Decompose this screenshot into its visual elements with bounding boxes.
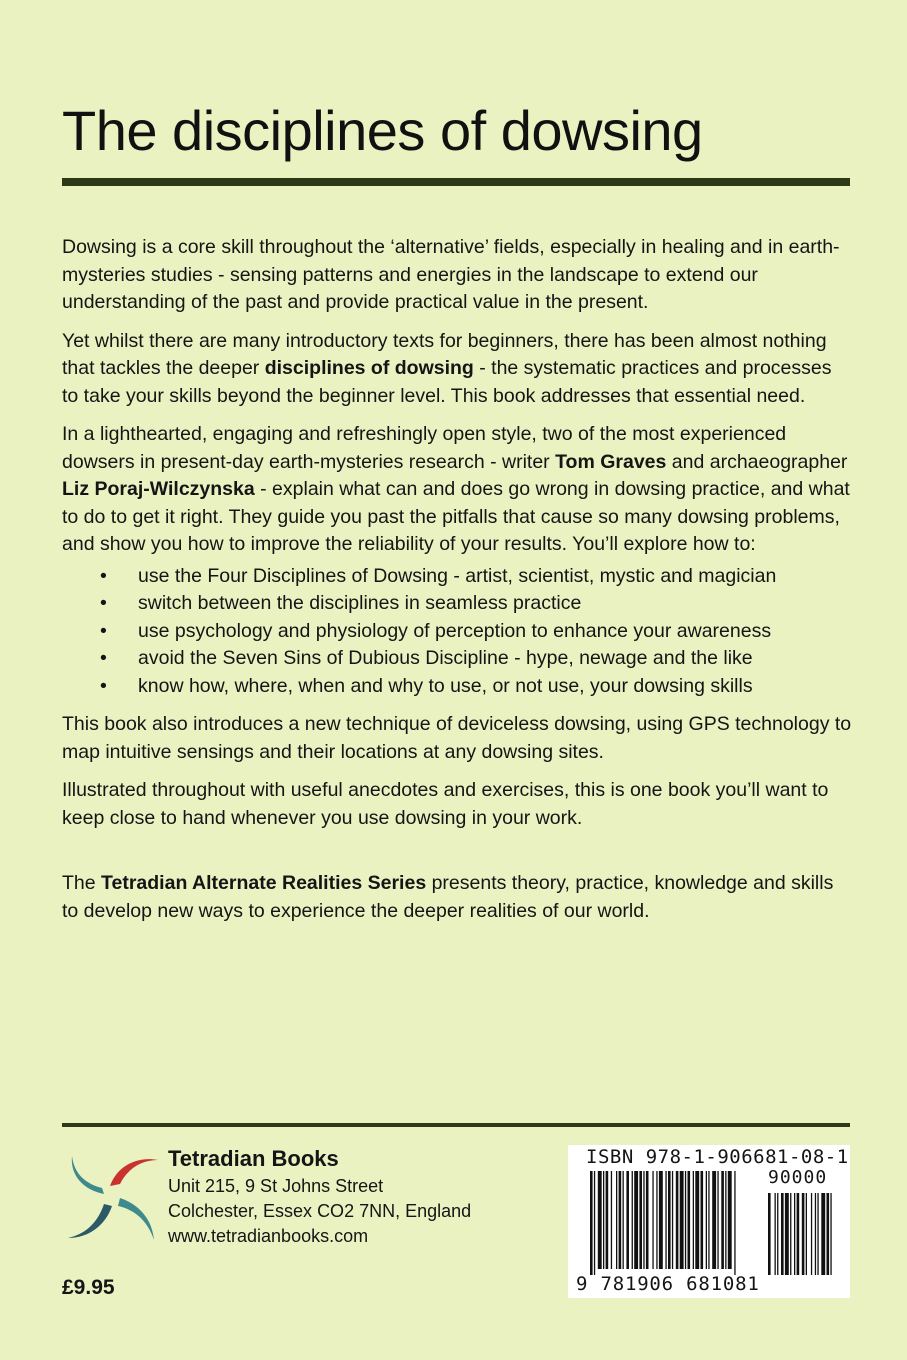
bullet-icon: •: [100, 592, 107, 614]
barcode-addon-bar: [802, 1193, 805, 1275]
paragraph-gps-text: This book also introduces a new technique of deviceless dowsing, using GPS technology to map intuitive sensings and their locations at any dowsing sites.: [62, 713, 852, 763]
barcode-bar: [688, 1171, 691, 1269]
barcode-bar: [685, 1171, 686, 1269]
barcode-bar: [680, 1171, 684, 1269]
paragraph-series: [62, 870, 852, 925]
barcode-addon-digits: 90000: [768, 1167, 828, 1188]
list-item: [62, 645, 852, 673]
barcode-bar: [717, 1171, 718, 1269]
author-name-1: Tom Graves: [555, 450, 667, 473]
author-name-2: Liz Poraj-Wilczynska: [62, 478, 255, 500]
barcode-addon-bar: [811, 1193, 812, 1275]
paragraph-illustrated-text: Illustrated throughout with useful anecdotes and exercises, this is one book you’ll want to keep close to hand whenever you use dowsing in your work.: [62, 779, 829, 829]
barcode-bar: [616, 1171, 617, 1269]
barcode-addon-bar: [815, 1193, 816, 1275]
list-item: [62, 673, 852, 701]
logo-swirl-right: [118, 1198, 154, 1240]
price-label: £9.95: [62, 1276, 115, 1299]
publisher-website[interactable]: www.tetradianbooks.com: [168, 1226, 369, 1246]
barcode-digits: 9 781906 681081: [576, 1273, 760, 1295]
barcode-bar: [712, 1171, 716, 1269]
list-item-text: switch between the disciplines in seamless practice: [138, 592, 582, 614]
blurb: [62, 234, 852, 936]
barcode-bar: [626, 1171, 629, 1269]
paragraph-series-text-a: The: [62, 872, 102, 894]
list-item-text: know how, where, when and why to use, or not use, your dowsing skills: [138, 674, 753, 697]
list-item: [62, 590, 852, 618]
bullet-icon: •: [100, 674, 107, 697]
paragraph-intro: [62, 234, 852, 317]
bullet-icon: •: [100, 647, 107, 669]
barcode-bars: [588, 1171, 838, 1276]
barcode-bar: [665, 1171, 666, 1269]
barcode-bar: [695, 1171, 699, 1269]
barcode-bar: [619, 1171, 622, 1269]
list-item: [62, 618, 852, 646]
barcode-addon-bar: [777, 1193, 778, 1275]
barcode-bar: [598, 1171, 602, 1269]
barcode-addon-bar: [790, 1193, 791, 1275]
barcode-addon-bar: [797, 1193, 800, 1275]
barcode-bar: [728, 1171, 732, 1269]
barcode-bar: [643, 1171, 644, 1269]
series-name: Tetradian Alternate Realities Series: [101, 872, 427, 894]
isbn-barcode: [568, 1145, 850, 1298]
paragraph-series-text-b: presents theory, practice, knowledge and skills to develop new ways to experience the deeper realities of our world.: [62, 872, 834, 922]
barcode-bar: [676, 1171, 679, 1269]
title-divider: [62, 178, 850, 186]
barcode-bar: [706, 1171, 707, 1269]
barcode-addon-bar: [794, 1193, 795, 1275]
barcode-addon-bar: [821, 1193, 825, 1275]
barcode-addon-bar: [827, 1193, 830, 1275]
barcode-bar: [623, 1171, 624, 1269]
footer-divider: [62, 1123, 850, 1127]
list-item-text: use psychology and physiology of perception to enhance your awareness: [138, 619, 772, 642]
barcode-addon-bar: [768, 1193, 771, 1275]
paragraph-need-text-b: - the systematic practices and processes to take your skills beyond the beginner level. This book addresses that essential need.: [62, 357, 832, 407]
barcode-bar: [632, 1171, 633, 1269]
logo-swirl-top: [110, 1159, 158, 1186]
logo-swirl-bottom: [68, 1204, 112, 1238]
barcode-bar: [701, 1171, 704, 1269]
barcode-addon-bar: [817, 1193, 818, 1275]
paragraph-gps: [62, 711, 852, 766]
bullet-icon: •: [100, 564, 107, 587]
bullet-list: [62, 563, 852, 701]
barcode-bar: [672, 1171, 673, 1269]
list-item: [62, 563, 852, 591]
barcode-bar: [606, 1171, 609, 1269]
barcode-bar: [659, 1171, 663, 1269]
list-item-text: avoid the Seven Sins of Dubious Discipline - hype, newage and the like: [138, 647, 753, 669]
paragraph-authors-text-c: - explain what can and does go wrong in dowsing practice, and what to do to get it right. They guide you past the pitfalls that cause so many dowsing problems, and show you how to improve the reliability of your results. You’ll explore how to:: [62, 478, 850, 555]
barcode-bar: [708, 1171, 709, 1269]
bullet-icon: •: [100, 619, 107, 642]
publisher-name: Tetradian Books: [168, 1146, 339, 1171]
publisher-address-line2: Colchester, Essex CO2 7NN, England: [168, 1201, 472, 1221]
barcode-addon-bar: [775, 1193, 776, 1275]
barcode-bar: [611, 1171, 612, 1269]
logo-swirl-left: [72, 1156, 104, 1194]
barcode-addon-bar: [830, 1193, 831, 1275]
tetradian-logo-icon: [62, 1146, 162, 1246]
barcode-bar: [646, 1171, 649, 1269]
barcode-bar: [634, 1171, 638, 1269]
barcode-bar: [721, 1171, 724, 1269]
barcode-bar: [725, 1171, 726, 1269]
paragraph-need-emphasis: disciplines of dowsing: [264, 357, 474, 379]
paragraph-intro-text: Dowsing is a core skill throughout the ‘alternative’ fields, especially in healing and in earth-mysteries studies - sensing patterns and energies in the landscape to extend our understanding of the past and provide practical value in the present.: [62, 236, 840, 313]
list-item-text: use the Four Disciplines of Dowsing - artist, scientist, mystic and magician: [138, 564, 777, 587]
barcode-bar: [590, 1171, 593, 1275]
barcode-bar: [656, 1171, 657, 1269]
barcode-bar: [594, 1171, 595, 1275]
paragraph-illustrated: [62, 777, 852, 832]
barcode-bar: [639, 1171, 642, 1269]
paragraph-need: [62, 328, 852, 411]
barcode-bar: [603, 1171, 604, 1269]
paragraph-need-text-a: Yet whilst there are many introductory texts for beginners, there has been almost nothing that tackles the deeper: [62, 329, 827, 379]
paragraph-authors-text-a: In a lighthearted, engaging and refreshingly open style, two of the most experienced dowsers in present-day earth-mysteries research - writer: [62, 423, 787, 473]
barcode-addon-bar: [806, 1193, 807, 1275]
barcode-bar: [693, 1171, 694, 1269]
barcode-addon-bar: [785, 1193, 789, 1275]
publisher-address-line1: Unit 215, 9 St Johns Street: [168, 1176, 384, 1196]
barcode-bar: [652, 1171, 653, 1269]
publisher-block: [168, 1144, 471, 1249]
isbn-text: ISBN 978-1-906681-08-1: [586, 1146, 849, 1168]
barcode-bar: [734, 1171, 735, 1275]
book-title: The disciplines of dowsing: [62, 99, 703, 162]
paragraph-authors-text-b: and archaeographer: [666, 450, 848, 473]
barcode-bar: [668, 1171, 671, 1269]
barcode-addon-bar: [781, 1193, 784, 1275]
paragraph-authors: [62, 421, 852, 559]
